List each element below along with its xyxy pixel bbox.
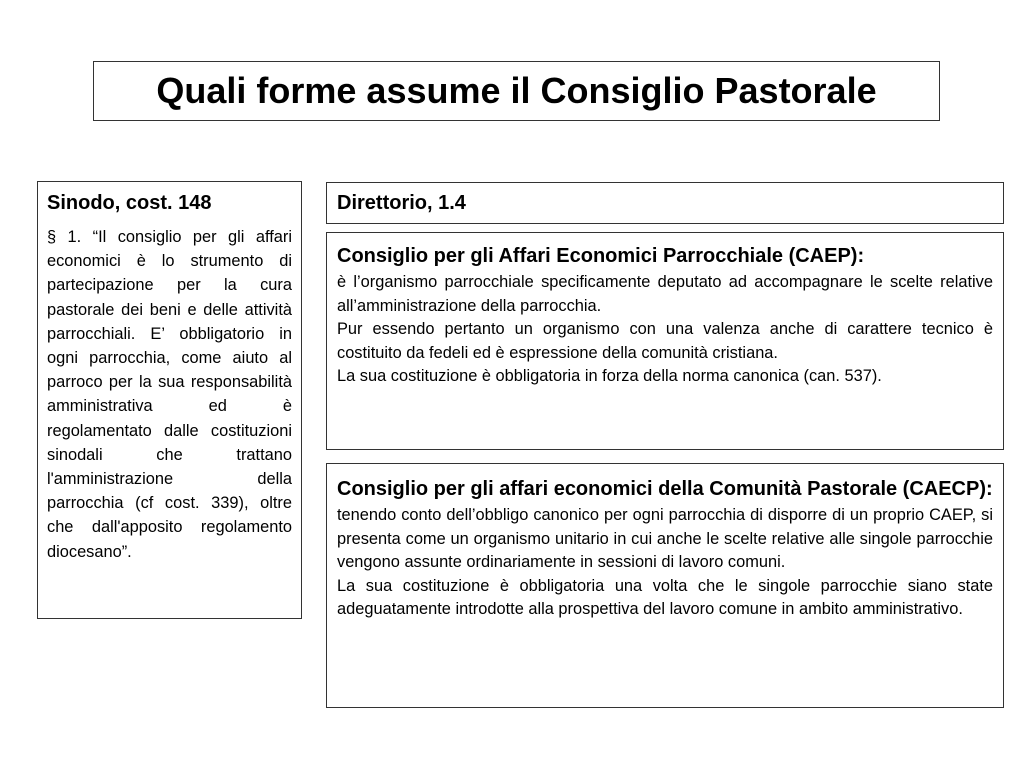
directory-panel-heading: Direttorio, 1.4	[337, 191, 466, 214]
caecp-paragraph: tenendo conto dell’obbligo canonico per ogni parrocchia di disporre di un proprio CAEP, si presenta come un organismo unitario in cui anche le scelte relative alle singole parrocchie vengono assunte ordinariamente in sessioni di lavoro comuni.	[337, 506, 993, 571]
directory-panel	[326, 182, 1004, 224]
slide-title: Quali forme assume il Consiglio Pastorale	[156, 70, 877, 111]
synod-panel-text: § 1. “Il consiglio per gli affari economici è lo strumento di partecipazione per la cura pastorale dei beni e delle attività parrocchiali. E’ obbligatorio in ogni parrocchia, come aiuto al parroco per la sua responsabilità amministrativa ed è regolamentato dalle costituzioni sinodali che trattano l'amministrazione della parrocchia (cf cost. 339), oltre che dall'apposito regolamento diocesano”.	[47, 228, 292, 561]
caecp-panel	[326, 463, 1004, 708]
synod-panel-heading: Sinodo, cost. 148	[47, 192, 212, 214]
caep-panel	[326, 232, 1004, 450]
caecp-panel-heading: Consiglio per gli affari economici della Comunità Pastorale (CAECP):	[337, 478, 993, 500]
caep-paragraph: La sua costituzione è obbligatoria in forza della norma canonica (can. 537).	[337, 367, 882, 385]
caep-paragraph: Pur essendo pertanto un organismo con una valenza anche di carattere tecnico è costituito da fedeli ed è espressione della comunità cristiana.	[337, 320, 993, 362]
caecp-paragraph: La sua costituzione è obbligatoria una volta che le singole parrocchie siano state adeguatamente introdotte alla prospettiva del lavoro comune in ambito amministrativo.	[337, 576, 993, 618]
caep-paragraph: è l’organismo parrocchiale specificamente deputato ad accompagnare le scelte relative all’amministrazione della parrocchia.	[337, 273, 993, 315]
synod-panel	[37, 181, 302, 619]
caep-panel-heading: Consiglio per gli Affari Economici Parrocchiale (CAEP):	[337, 245, 865, 267]
slide-title-box	[93, 61, 940, 121]
